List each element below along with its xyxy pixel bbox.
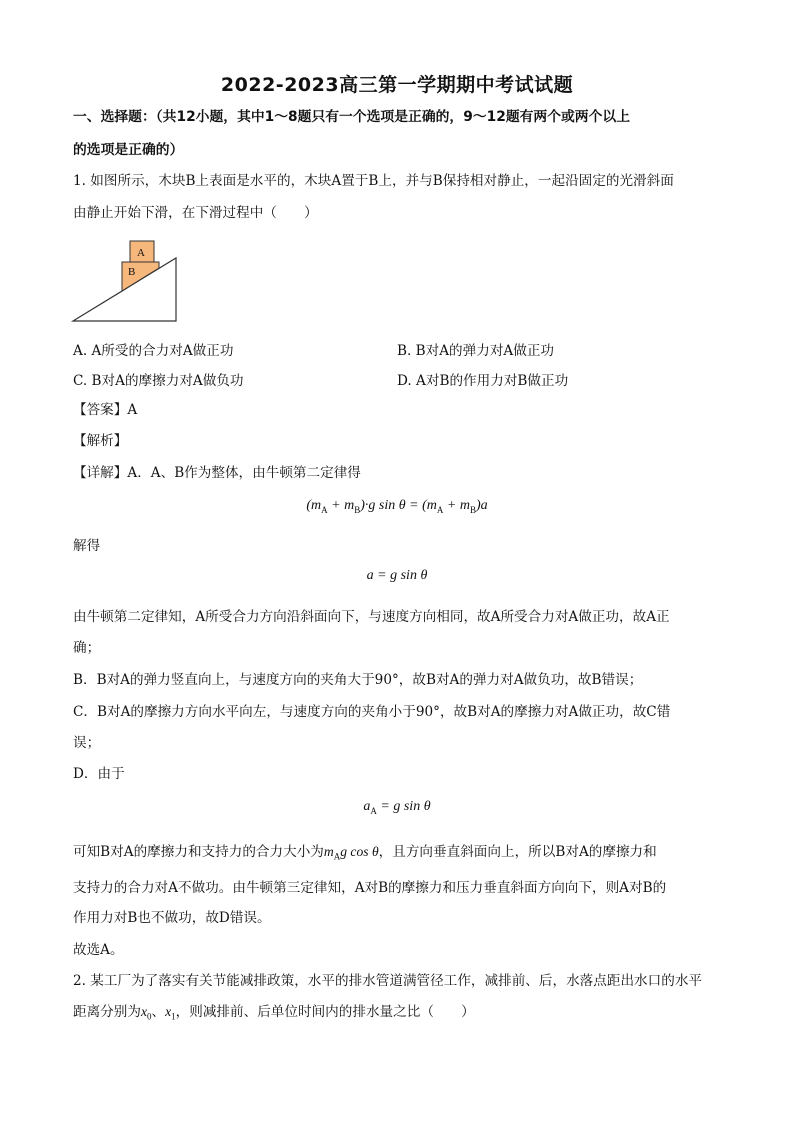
analysis-b-line: B．B对A的弹力竖直向上，与速度方向的夹角大于90°，故B对A的弹力对A做负功，故B错误； (73, 672, 643, 688)
question-2-sep: 、 (151, 1004, 166, 1020)
analysis-c-line-1: C．B对A的摩擦力方向水平向左，与速度方向的夹角小于90°，故B对A的摩擦力对A做正功，故C错 (73, 704, 671, 720)
equation-2: a = g sin θ (366, 568, 428, 583)
question-1-stem-line-2: 由静止开始下滑，在下滑过程中（ ） (73, 205, 318, 221)
analysis-d-line-1 (73, 842, 733, 867)
analysis-a-line-2: 确； (73, 640, 101, 656)
analysis-d-intro: D．由于 (73, 766, 125, 782)
analysis-d-line-2: 支持力的合力对A不做功。由牛顿第三定律知，A对B的摩擦力和压力垂直斜面方向向下，则A对B的 (73, 880, 667, 896)
equation-1: $(m_A + m_B)\cdot g$ $\sin \theta = (m_A + m_B)a$ (306, 498, 488, 515)
analysis-label: 【解析】 (73, 433, 128, 449)
question-1-stem-line-1: 1. 如图所示，木块B上表面是水平的，木块A置于B上，并与B保持相对静止，一起沿固定的光滑斜面 (73, 173, 674, 189)
option-b: B. B对A的弹力对A做正功 (397, 343, 555, 359)
option-d: D. A对B的作用力对B做正功 (397, 373, 569, 389)
block-b-label: B (128, 266, 136, 278)
detail-line: 【详解】A．A、B作为整体，由牛顿第二定律得 (73, 465, 361, 481)
section-heading-line-2: 的选项是正确的） (73, 142, 184, 158)
question-2-stem-line-1: 2. 某工厂为了落实有关节能减排政策，水平的排水管道满管径工作，减排前、后，水落点距出水口的水平 (73, 973, 703, 989)
question-2-line-2-post: ，则减排前、后单位时间内的排水量之比（ ） (175, 1004, 475, 1020)
solve-label: 解得 (73, 538, 101, 554)
section-heading-line-1: 一、选择题：（共12小题，其中1～8题只有一个选项是正确的，9～12题有两个或两个以上 (73, 109, 630, 125)
inline-math-friction: $m_Ag$ cos θ (323, 844, 379, 862)
analysis-d-line-1-post: ，且方向垂直斜面向上，所以B对A的摩擦力和 (378, 844, 657, 860)
question-2-line-2-pre: 距离分别为 (73, 1004, 141, 1020)
option-c: C. B对A的摩擦力对A做负功 (73, 373, 244, 389)
conclusion-line: 故选A。 (73, 942, 124, 958)
block-a-label: A (137, 247, 145, 259)
analysis-a-line-1: 由牛顿第二定律知，A所受合力方向沿斜面向下，与速度方向相同，故A所受合力对A做正功，故A正 (73, 609, 670, 625)
analysis-c-line-2: 误； (73, 735, 101, 751)
equation-3: $a_A = g$ sin θ (363, 799, 431, 816)
x0-symbol: $x_0$ (140, 1004, 152, 1022)
analysis-d-line-1-pre: 可知B对A的摩擦力和支持力的合力大小为 (73, 844, 324, 860)
page-title: 2022-2023高三第一学期期中考试试题 (220, 74, 574, 96)
option-a: A. A所受的合力对A做正功 (73, 343, 234, 359)
question-2-stem-line-2 (73, 1002, 733, 1027)
x1-symbol: $x_1$ (165, 1004, 176, 1022)
analysis-d-line-3: 作用力对B也不做功，故D错误。 (73, 910, 271, 926)
answer-label: 【答案】A (73, 402, 138, 418)
incline-figure (70, 238, 182, 324)
